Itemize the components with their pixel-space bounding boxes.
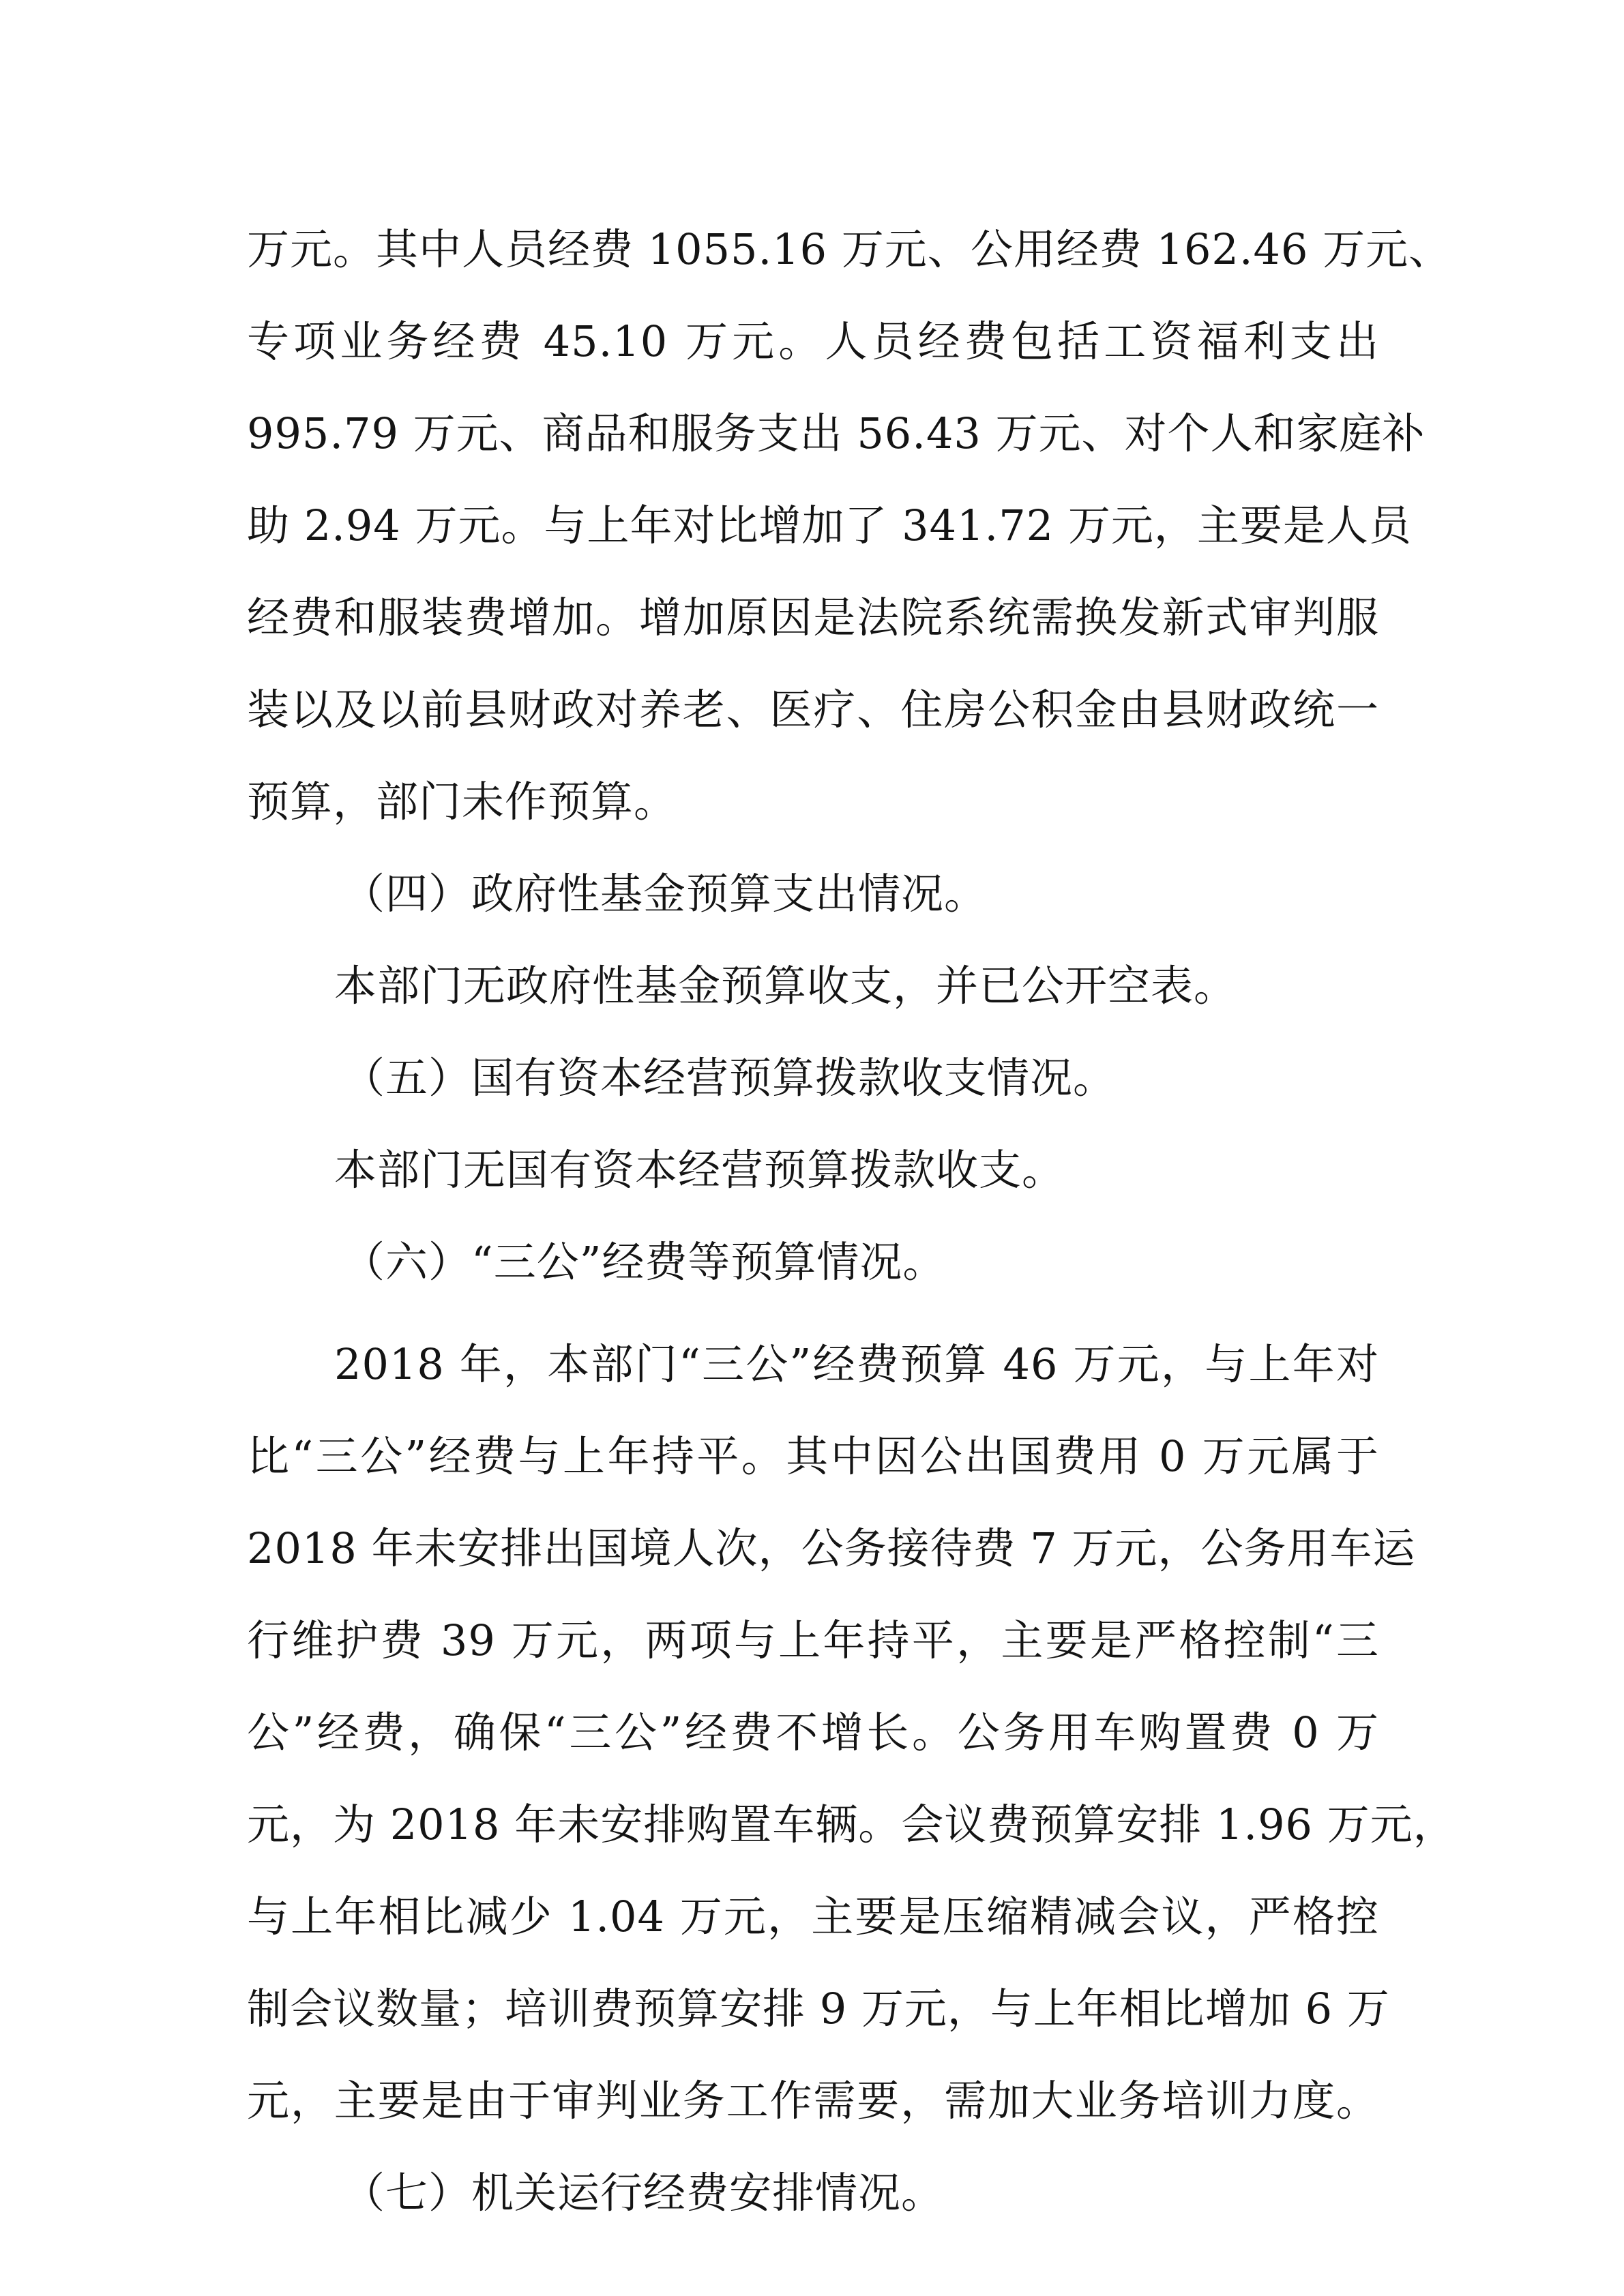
paragraph-line: 预算，部门未作预算。: [247, 777, 677, 826]
paragraph-line: 万元。其中人员经费 1055.16 万元、公用经费 162.46 万元、: [247, 224, 1452, 274]
section-heading-7: （七）机关运行经费安排情况。: [342, 2168, 945, 2218]
paragraph-line: 经费和服装费增加。增加原因是法院系统需换发新式审判服: [247, 593, 1379, 642]
paragraph-line: 装以及以前县财政对养老、医疗、住房公积金由县财政统一: [247, 685, 1379, 734]
section-heading-6: （六）“三公”经费等预算情况。: [342, 1237, 946, 1287]
section-heading-5: （五）国有资本经营预算拨款收支情况。: [342, 1053, 1117, 1103]
section-heading-4: （四）政府性基金预算支出情况。: [342, 869, 988, 919]
paragraph-line: 专项业务经费 45.10 万元。人员经费包括工资福利支出: [247, 316, 1379, 366]
paragraph-line: 制会议数量；培训费预算安排 9 万元，与上年相比增加 6 万: [247, 1984, 1390, 2033]
paragraph-line: 2018 年，本部门“三公”经费预算 46 万元，与上年对: [334, 1339, 1379, 1389]
paragraph-line: 995.79 万元、商品和服务支出 56.43 万元、对个人和家庭补: [247, 408, 1426, 458]
paragraph-line: 元，为 2018 年未安排购置车辆。会议费预算安排 1.96 万元，: [247, 1800, 1456, 1849]
paragraph-line: 2018 年未安排出国境人次，公务接待费 7 万元，公务用车运: [247, 1523, 1416, 1573]
paragraph-line: 公”经费，确保“三公”经费不增长。公务用车购置费 0 万: [247, 1708, 1379, 1757]
paragraph-line: 本部门无国有资本经营预算拨款收支。: [334, 1145, 1065, 1195]
paragraph-line: 本部门无政府性基金预算收支，并已公开空表。: [334, 961, 1237, 1011]
paragraph-line: 元，主要是由于审判业务工作需要，需加大业务培训力度。: [247, 2076, 1379, 2126]
paragraph-line: 比“三公”经费与上年持平。其中因公出国费用 0 万元属于: [247, 1431, 1379, 1481]
paragraph-line: 行维护费 39 万元，两项与上年持平，主要是严格控制“三: [247, 1615, 1379, 1665]
paragraph-line: 助 2.94 万元。与上年对比增加了 341.72 万元，主要是人员: [247, 501, 1412, 550]
paragraph-line: 与上年相比减少 1.04 万元，主要是压缩精减会议，严格控: [247, 1892, 1379, 1941]
